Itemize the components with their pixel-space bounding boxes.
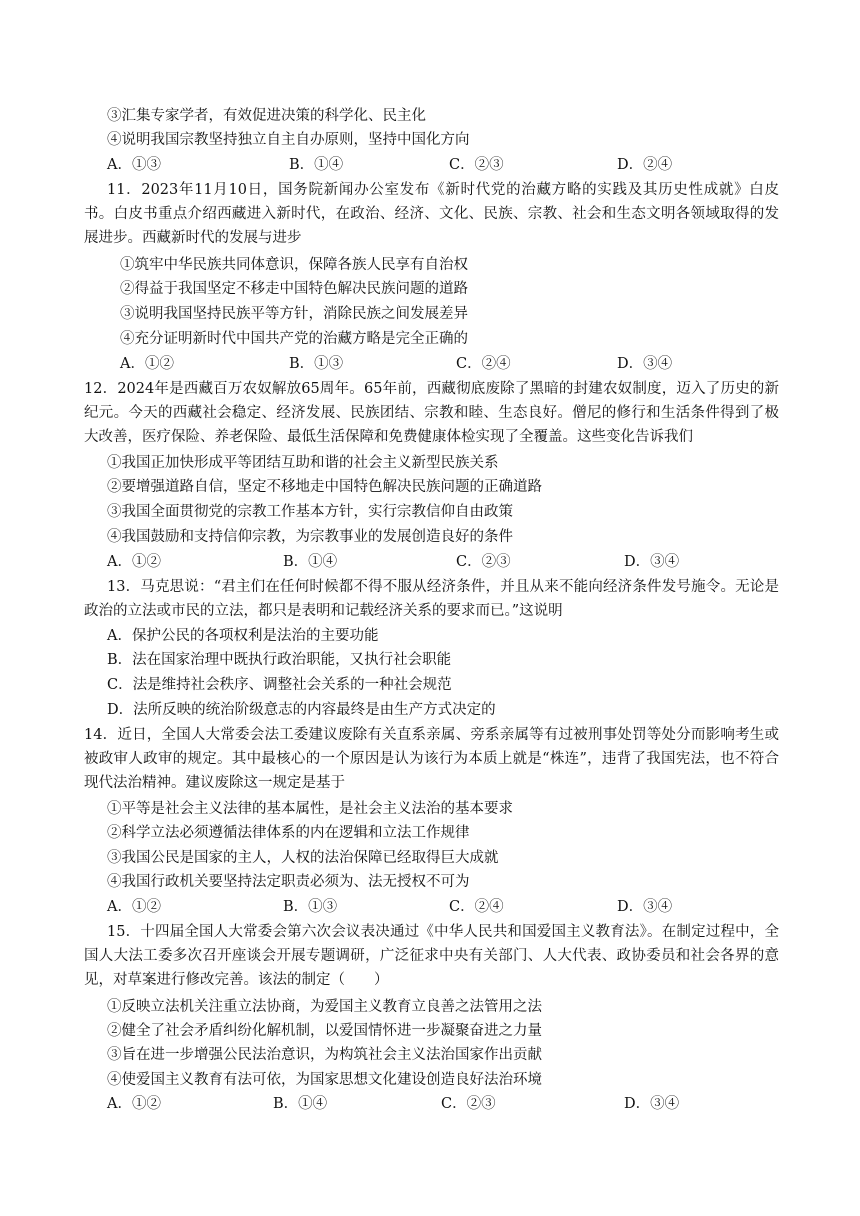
q14-option-c: C．②④ [449,899,504,915]
q10-option-d: D．②④ [617,157,673,173]
q11-statement-1: ①筑牢中华民族共同体意识，保障各族人民享有自治权 [120,257,468,273]
q11-option-d: D．③④ [617,356,673,372]
q11-option-c: C．②④ [456,356,511,372]
q12-option-a: A．①② [107,554,161,570]
q13-option-c: C．法是维持社会秩序、调整社会关系的一种社会规范 [107,677,452,693]
q15-option-d: D．③④ [624,1096,680,1112]
q15-statement-3: ③旨在进一步增强公民法治意识，为构筑社会主义法治国家作出贡献 [107,1047,542,1063]
q14-statement-1: ①平等是社会主义法律的基本属性，是社会主义法治的基本要求 [107,801,513,817]
q13-option-b: B．法在国家治理中既执行政治职能，又执行社会职能 [107,652,452,668]
q14-option-b: B．①③ [283,899,338,915]
q15-statement-4: ④使爱国主义教育有法可依，为国家思想文化建设创造良好法治环境 [107,1072,542,1088]
q15-statement-1: ①反映立法机关注重立法协商，为爱国主义教育立良善之法管用之法 [107,999,542,1015]
q14-statement-4: ④我国行政机关要坚持法定职责必须为、法无授权不可为 [107,874,470,890]
q13-option-d: D．法所反映的统治阶级意志的内容最终是由生产方式决定的 [107,702,496,718]
q12-option-c: C．②③ [456,554,511,570]
q11-options [84,354,784,374]
q12-option-d: D．③④ [624,554,680,570]
q11-statement-3: ③说明我国坚持民族平等方针，消除民族之间发展差异 [120,306,468,322]
q11-option-a: A．①② [120,356,174,372]
q12-statement-2: ②要增强道路自信，坚定不移地走中国特色解决民族问题的正确道路 [107,479,542,495]
q14-options [84,897,784,917]
q12-statement-1: ①我国正加快形成平等团结互助和谐的社会主义新型民族关系 [107,455,499,471]
q11-stem: 11．2023年11月10日，国务院新闻办公室发布《新时代党的治藏方略的实践及其历史性成就》白皮书。白皮书重点介绍西藏进入新时代，在政治、经济、文化、民族、宗教、社会和生态文明各领域取得的发展进步。西藏新时代的发展与进步 [84,182,779,246]
q14-option-a: A．①② [107,899,161,915]
q14-statement-3: ③我国公民是国家的主人，人权的法治保障已经取得巨大成就 [107,850,499,866]
q10-statement-4: ④说明我国宗教坚持独立自主自办原则，坚持中国化方向 [107,132,470,148]
q12-statement-4: ④我国鼓励和支持信仰宗教，为宗教事业的发展创造良好的条件 [107,529,513,545]
q15-statement-2: ②健全了社会矛盾纠纷化解机制，以爱国情怀进一步凝聚奋进之力量 [107,1023,542,1039]
q11-statement-2: ②得益于我国坚定不移走中国特色解决民族问题的道路 [120,281,468,297]
q12-stem: 12．2024年是西藏百万农奴解放65周年。65年前，西藏彻底废除了黑暗的封建农奴制度，迈入了历史的新纪元。今天的西藏社会稳定、经济发展、民族团结、宗教和睦、生态良好。僧尼的修行和生活条件得到了极大改善，医疗保险、养老保险、最低生活保障和免费健康体检实现了全覆盖。这些变化告诉我们 [84,381,779,445]
q13-option-a: A．保护公民的各项权利是法治的主要功能 [107,628,379,644]
q14-stem: 14．近日，全国人大常委会法工委建议废除有关直系亲属、旁系亲属等有过被刑事处罚等处分而影响考生或被政审人政审的规定。其中最核心的一个原因是认为该行为本质上就是“株连”，违背了我国宪法，也不符合现代法治精神。建议废除这一规定是基于 [84,727,779,791]
q12-options [84,552,784,572]
q11-statement-4: ④充分证明新时代中国共产党的治藏方略是完全正确的 [120,331,468,347]
q11-option-b: B．①③ [289,356,344,372]
q15-option-c: C．②③ [441,1096,496,1112]
q14-option-d: D．③④ [617,899,673,915]
q10-option-c: C．②③ [449,157,504,173]
q10-options [84,155,784,175]
q15-options [84,1094,784,1114]
q15-stem: 15．十四届全国人大常委会第六次会议表决通过《中华人民共和国爱国主义教育法》。在制定过程中，全国人大法工委多次召开座谈会开展专题调研，广泛征求中央有关部门、人大代表、政协委员和社会各界的意见，对草案进行修改完善。该法的制定（ ） [84,924,779,988]
q15-option-a: A．①② [107,1096,161,1112]
q12-option-b: B．①④ [283,554,338,570]
q10-option-b: B．①④ [289,157,344,173]
q13-stem: 13．马克思说：“君主们在任何时候都不得不服从经济条件，并且从来不能向经济条件发号施令。无论是政治的立法或市民的立法，都只是表明和记载经济关系的要求而已。”这说明 [84,579,779,619]
q12-statement-3: ③我国全面贯彻党的宗教工作基本方针，实行宗教信仰自由政策 [107,504,513,520]
q10-option-a: A．①③ [107,157,161,173]
q10-statement-3: ③汇集专家学者，有效促进决策的科学化、民主化 [107,108,426,124]
q14-statement-2: ②科学立法必须遵循法律体系的内在逻辑和立法工作规律 [107,825,470,841]
q15-option-b: B．①④ [273,1096,328,1112]
